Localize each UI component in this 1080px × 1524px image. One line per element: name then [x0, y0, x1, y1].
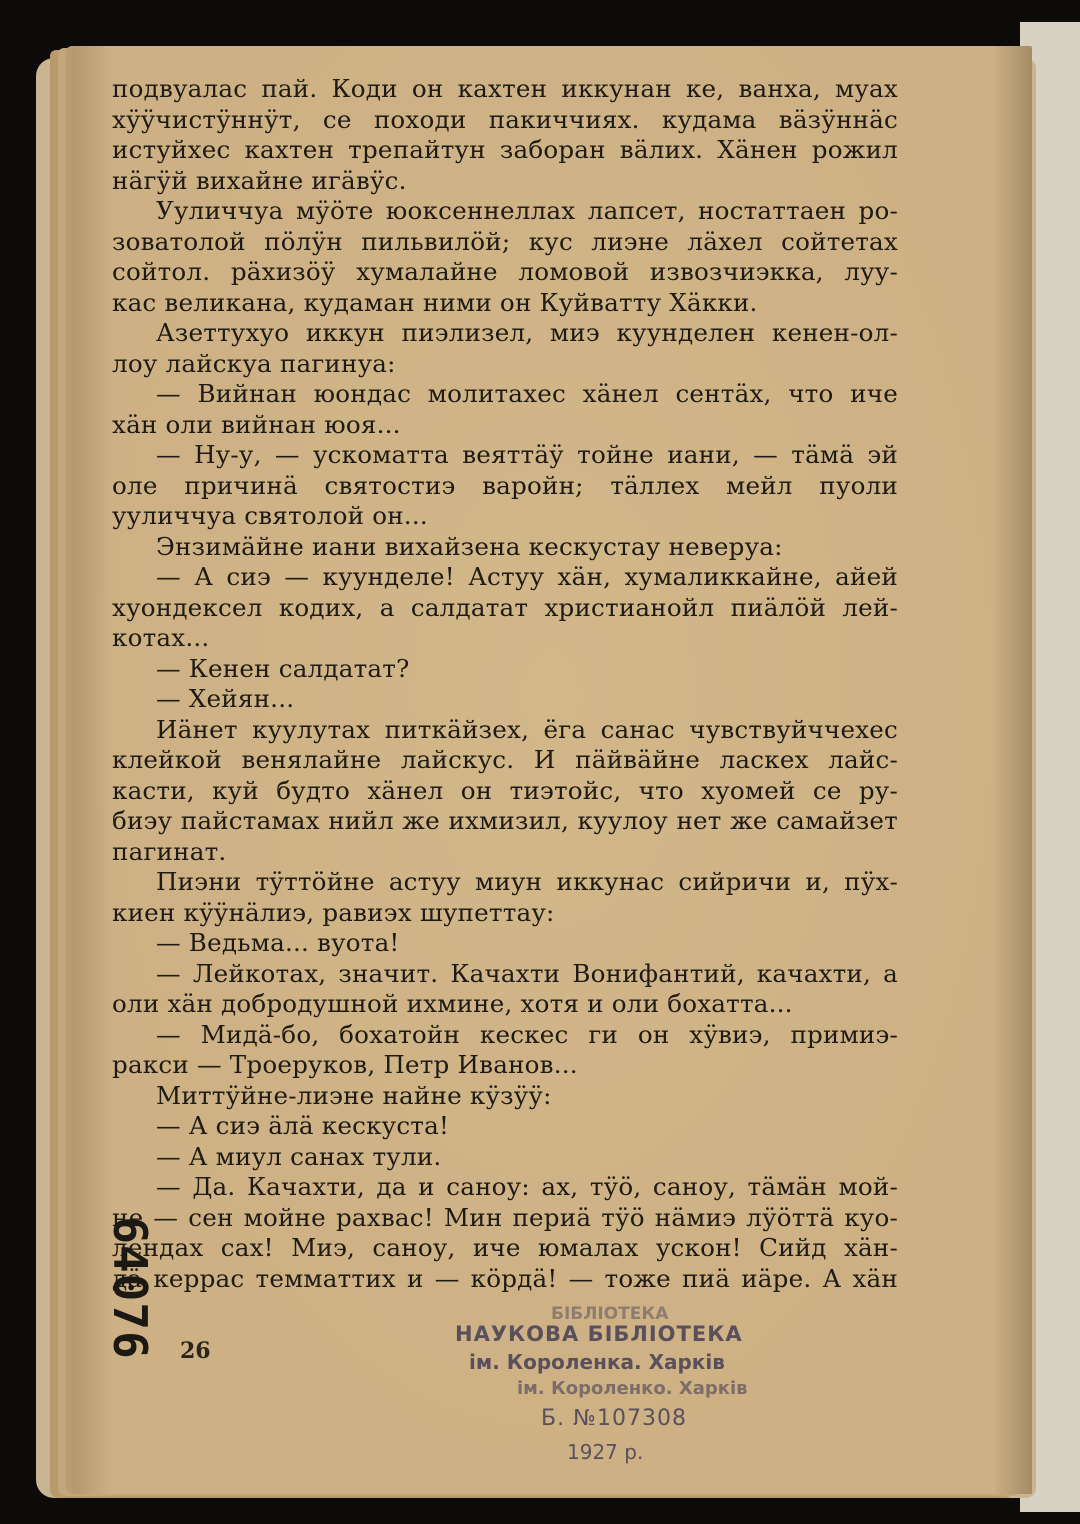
stamp-line-5: 1927 р.	[567, 1440, 644, 1464]
text-line: ууличчуа святолой он...	[112, 501, 428, 530]
text-line: — А миул санах тули.	[156, 1141, 442, 1171]
text-line: ракси — Троеруков, Петр Иванов...	[112, 1050, 578, 1079]
text-line: — Кенен салдатат?	[156, 653, 410, 683]
text-line: Пиэни тӱттӧйне астуу миун иккунас сийричи и, пӱх-	[156, 867, 898, 896]
stamp-line-1: НАУКОВА БІБЛІОТЕКА	[455, 1322, 743, 1346]
page-number: 26	[180, 1338, 211, 1364]
text-line: — Хейян...	[156, 684, 295, 713]
text-line: зоватолой пӧлӱн пильвилӧй; кус лиэне лӓхел сойтетах	[112, 226, 898, 256]
text-line: Миттӱйне-лиэне найне кӱзӱӱ:	[156, 1080, 552, 1110]
text-line: кас великана, кудаман ними он Куйватту Хӓкки.	[112, 287, 758, 317]
stamp-line-3: ім. Короленко. Харків	[517, 1378, 748, 1399]
text-line: истуйхес кахтен трепайтун заборан вӓлих. Хӓнен рожил	[112, 135, 898, 164]
stamp-line-4: Б. №107308	[541, 1406, 687, 1431]
text-line: — Да. Качахти, да и саноу: ах, тӱӧ, саноу, тӓмӓн мой-	[156, 1172, 898, 1201]
text-line: хуондексел кодих, а салдатат христианойл пиӓлӧй лей-	[112, 592, 898, 622]
inventory-number-text: 64076	[103, 1216, 157, 1360]
text-line: — Ну-у, — ускоматта веяттӓӱ тойне иани, — тӓмӓ эй	[156, 440, 898, 469]
text-line: лендах сах! Миэ, саноу, иче юмалах ускон! Сийд хӓн-	[112, 1233, 898, 1262]
body-text	[112, 74, 898, 1294]
text-line: — Лейкотах, значит. Качахти Вонифантий, качахти, а	[156, 958, 898, 988]
text-line: — А сиэ ӓлӓ кескуста!	[156, 1111, 450, 1140]
text-line: пагинат.	[112, 836, 227, 866]
text-line: оли хӓн добродушной ихмине, хотя и оли бохатта...	[112, 989, 793, 1018]
text-line: нӓгӱй вихайне игӓвӱс.	[112, 165, 407, 195]
text-line: — А сиэ — куунделе! Астуу хӓн, хумаликкайне, айей	[156, 562, 898, 591]
text-line: Иӓнет куулутах питкӓйзех, ёга санас чувствуйччехес	[156, 714, 898, 744]
text-line: котах...	[112, 623, 210, 652]
text-line: Энзимӓйне иани вихайзена кескустау неверуа:	[156, 531, 783, 561]
page-shadow	[992, 46, 1032, 1494]
text-line: — Мидӓ-бо, бохатойн кескес ги он хӱвиэ, примиэ-	[156, 1019, 898, 1049]
text-line: Азеттухуо иккун пиэлизел, миэ куунделен кенен-ол-	[156, 318, 898, 347]
text-line: хӓн оли вийнан юоя...	[112, 409, 401, 439]
text-line: дӓ керрас темматтих и — кӧрдӓ! — тоже пиӓ иӓре. А хӓн	[112, 1263, 898, 1293]
text-line: подвуалас пай. Коди он кахтен иккунан ке, ванха, муах	[112, 74, 898, 103]
text-line: — Ведьма... вуота!	[156, 928, 400, 957]
text-line: клейкой венялайне лайскус. И пӓйвӓйне ласкех лайс-	[112, 745, 898, 774]
text-line: киен кӱӱнӓлиэ, равиэх шупеттау:	[112, 897, 555, 927]
inventory-number	[100, 1206, 160, 1366]
stamp-ghost-text: БІБЛІОТЕКА	[551, 1304, 669, 1324]
text-line: Ууличчуа мӱӧте юоксеннеллах лапсет, ностаттаен ро-	[156, 196, 898, 225]
text-line: сойтол. рӓхизӧӱ хумалайне ломовой извозчиэкка, луу-	[112, 257, 898, 286]
text-line: лоу лайскуа пагинуа:	[112, 348, 396, 378]
stamp-line-2: ім. Короленка. Харків	[469, 1350, 725, 1374]
text-line: биэу пайстамах нийл же ихмизил, куулоу нет же самайзет	[112, 806, 898, 835]
text-line: касти, куй будто хӓнел он тиэтойс, что хуомей се ру-	[112, 775, 898, 805]
text-line: — Вийнан юондас молитахес хӓнел сентӓх, что иче	[156, 379, 898, 408]
text-line: не — сен мойне рахвас! Мин периӓ тӱӧ нӓмиэ лӱӧттӓ куо-	[112, 1202, 898, 1232]
text-line: оле причинӓ святостиэ варойн; тӓллех мейл пуоли	[112, 470, 898, 500]
text-line: хӱӱчистӱннӱт, се походи пакиччиях. кудама вӓзӱннӓс	[112, 104, 898, 134]
library-stamp	[455, 1304, 795, 1472]
